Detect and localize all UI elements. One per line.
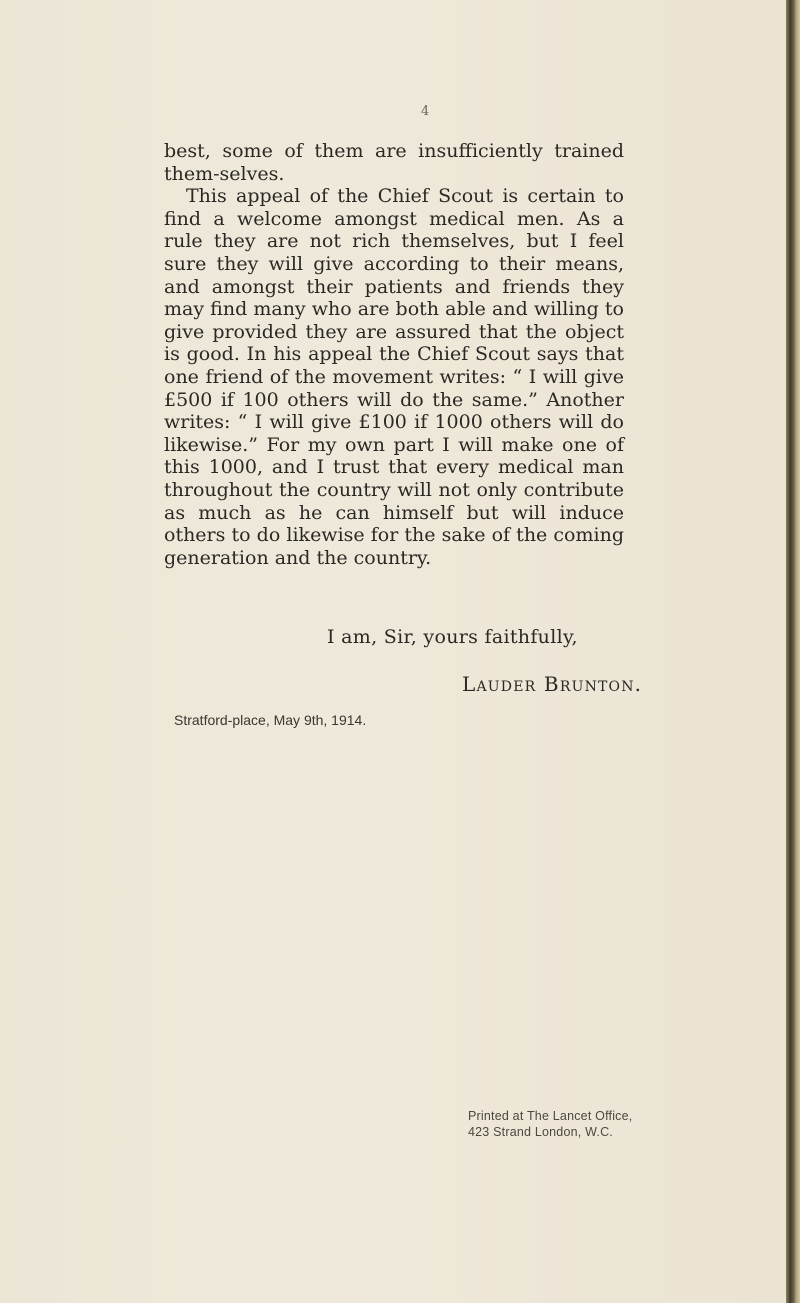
printer-line-2: 423 Strand London, W.C. [468, 1125, 613, 1139]
page-number: 4 [421, 104, 430, 119]
printer-line-1: Printed at The Lancet Office, [468, 1109, 633, 1123]
closing-salutation: I am, Sir, yours faithfully, [327, 626, 578, 648]
page-edge-shadow [786, 0, 800, 1303]
printer-imprint [468, 1108, 632, 1140]
letter-body [164, 140, 624, 569]
signature: Lauder Brunton. [462, 672, 643, 696]
paragraph-1: best, some of them are insufficiently trained them-selves. [164, 140, 624, 185]
paragraph-2: This appeal of the Chief Scout is certain to find a welcome amongst medical men. As a rule they are not rich themselves, but I feel sure they will give according to their means, and amongst their patients and friends they may find many who are both able and willing to give provided they are assured that the object is good. In his appeal the Chief Scout says that one friend of the movement writes: “ I will give £500 if 100 others will do the same.” Another writes: “ I will give £100 if 1000 others will do likewise.” For my own part I will make one of this 1000, and I trust that every medical man throughout the country will not only contribute as much as he can himself but will induce others to do likewise for the sake of the coming generation and the country. [164, 185, 624, 569]
dateline: Stratford-place, May 9th, 1914. [174, 712, 367, 728]
